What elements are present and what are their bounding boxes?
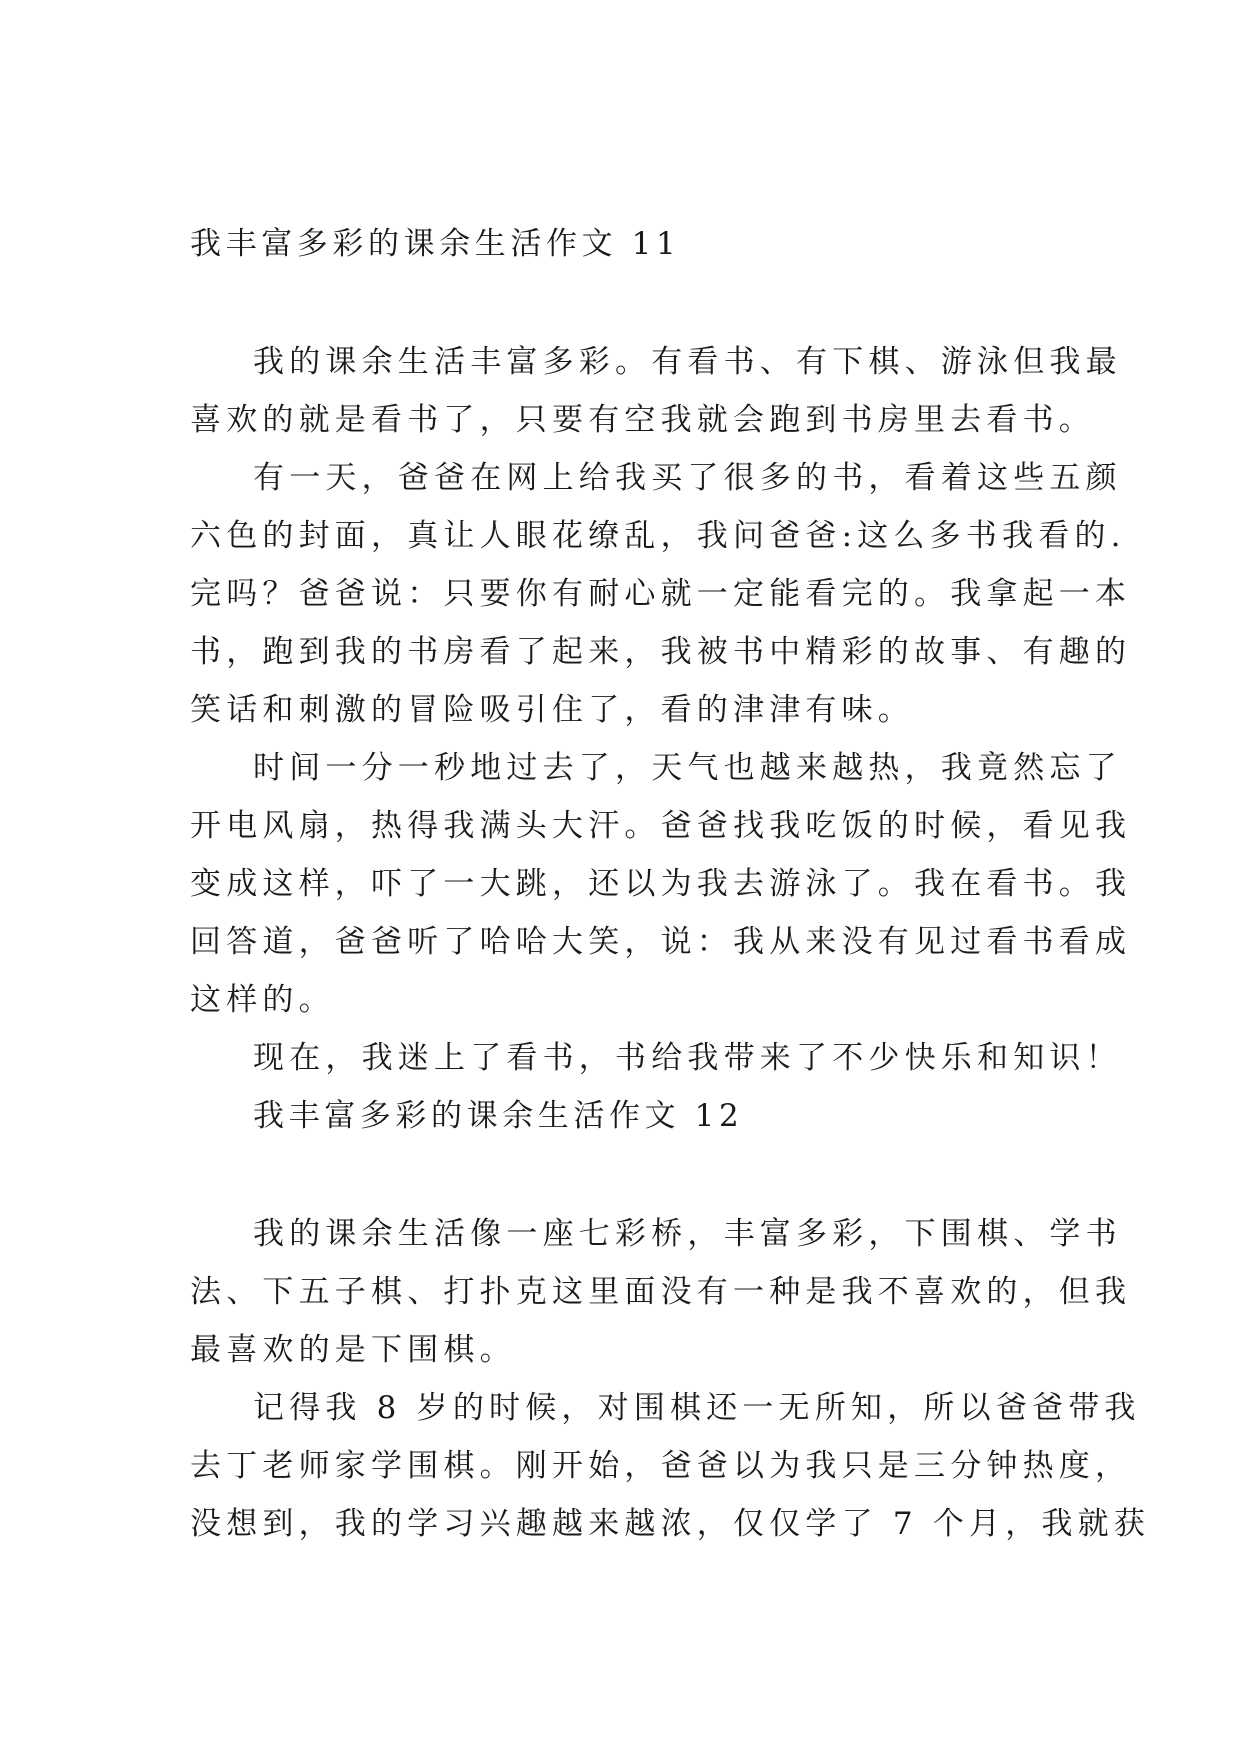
paragraph-line: 时间一分一秒地过去了，天气也越来越热，我竟然忘了 bbox=[253, 750, 1122, 786]
paragraph-line: 有一天，爸爸在网上给我买了很多的书，看着这些五颜 bbox=[253, 460, 1122, 496]
section-1-title: 我丰富多彩的课余生活作文 11 bbox=[190, 226, 681, 262]
paragraph-line: 法、下五子棋、打扑克这里面没有一种是我不喜欢的，但我 bbox=[190, 1274, 1132, 1310]
paragraph-line: 最喜欢的是下围棋。 bbox=[190, 1332, 516, 1368]
paragraph-line: 现在，我迷上了看书，书给我带来了不少快乐和知识！ bbox=[253, 1040, 1122, 1076]
paragraph-line: 我的课余生活像一座七彩桥，丰富多彩，下围棋、学书 bbox=[253, 1216, 1122, 1252]
paragraph-line: 六色的封面，真让人眼花缭乱，我问爸爸:这么多书我看的. bbox=[190, 518, 1126, 554]
paragraph-line: 完吗？爸爸说：只要你有耐心就一定能看完的。我拿起一本 bbox=[190, 576, 1132, 612]
section-2-title: 我丰富多彩的课余生活作文 12 bbox=[253, 1098, 744, 1134]
paragraph-line: 没想到，我的学习兴趣越来越浓，仅仅学了 7 个月，我就获 bbox=[190, 1506, 1151, 1542]
paragraph-line: 这样的。 bbox=[190, 982, 335, 1018]
paragraph-line: 变成这样，吓了一大跳，还以为我去游泳了。我在看书。我 bbox=[190, 866, 1132, 902]
paragraph-line: 开电风扇，热得我满头大汗。爸爸找我吃饭的时候，看见我 bbox=[190, 808, 1132, 844]
paragraph-line: 喜欢的就是看书了，只要有空我就会跑到书房里去看书。 bbox=[190, 402, 1095, 438]
paragraph-line: 去丁老师家学围棋。刚开始，爸爸以为我只是三分钟热度， bbox=[190, 1448, 1132, 1484]
paragraph-line: 回答道，爸爸听了哈哈大笑，说：我从来没有见过看书看成 bbox=[190, 924, 1132, 960]
paragraph-line: 笑话和刺激的冒险吸引住了，看的津津有味。 bbox=[190, 692, 914, 728]
paragraph-line: 记得我 8 岁的时候，对围棋还一无所知，所以爸爸带我 bbox=[253, 1390, 1141, 1426]
paragraph-line: 我的课余生活丰富多彩。有看书、有下棋、游泳但我最 bbox=[253, 344, 1122, 380]
paragraph-line: 书，跑到我的书房看了起来，我被书中精彩的故事、有趣的 bbox=[190, 634, 1132, 670]
